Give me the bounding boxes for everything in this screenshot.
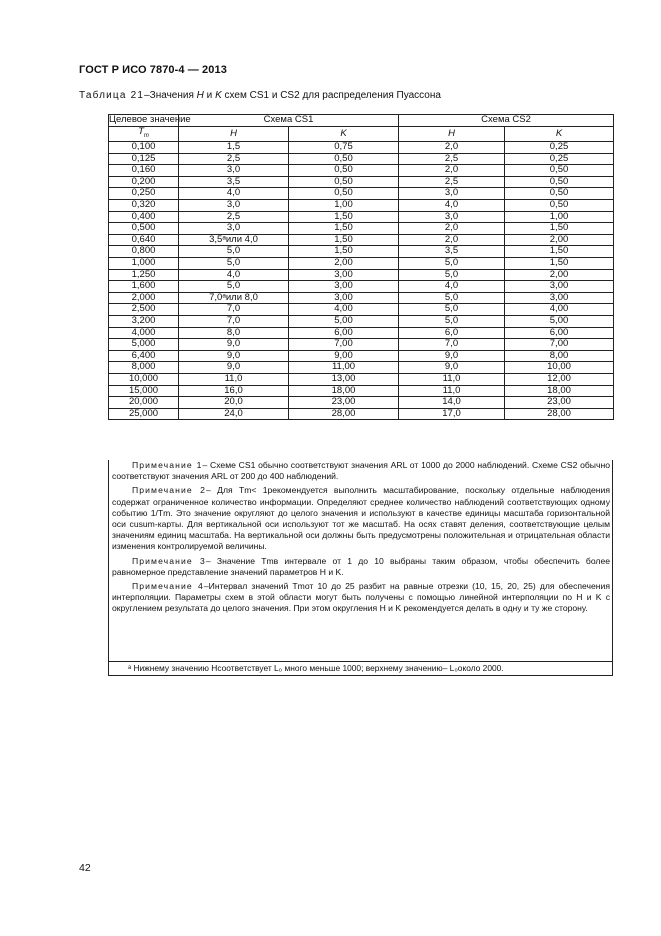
cell-cs2-k: 2,00 <box>505 234 614 246</box>
cell-cs2-h: 5,0 <box>399 292 505 304</box>
cell-cs2-k: 1,50 <box>505 258 614 270</box>
note-2-label: Примечание 2 <box>132 485 207 496</box>
cell-cs1-h: 5,0 <box>179 281 289 293</box>
note-3-label: Примечание 3 <box>132 555 206 566</box>
table-row <box>109 165 614 177</box>
header-tm-t: T <box>138 125 144 137</box>
cell-cs1-k: 0,50 <box>289 153 399 165</box>
cell-target: 25,000 <box>109 408 179 420</box>
cell-cs1-h: 16,0 <box>179 385 289 397</box>
cell-cs2-h: 11,0 <box>399 385 505 397</box>
caption-h: H <box>196 90 204 101</box>
table-row <box>109 385 614 397</box>
caption-prefix: Таблица 21 <box>79 90 145 101</box>
cell-cs1-h: 7,0 <box>179 304 289 316</box>
note-4-text: –Интервал значений Tmот 10 до 25 разбит на равные отрезки (10, 15, 20, 25) для обеспечения интерполяции. Параметры схем в этой области могут быть получены с помощью линейной интерполяции по H и K с округлением результата до целого значения. При этом округления H и K рекомендуется делать в одну и ту же сторону. <box>112 581 610 614</box>
cell-cs2-k: 0,50 <box>505 165 614 177</box>
cell-target: 1,250 <box>109 269 179 281</box>
cell-cs1-h: 8,0 <box>179 327 289 339</box>
header-target-value: Целевое значение <box>109 114 191 125</box>
cell-cs1-k: 3,00 <box>289 292 399 304</box>
table-row <box>109 408 614 420</box>
table-row <box>109 327 614 339</box>
cell-cs1-k: 6,00 <box>289 327 399 339</box>
cell-target: 0,800 <box>109 246 179 258</box>
table-row <box>109 315 614 327</box>
cell-cs1-k: 0,50 <box>289 176 399 188</box>
cell-cs1-k: 5,00 <box>289 315 399 327</box>
cell-cs2-h: 14,0 <box>399 397 505 409</box>
table-body <box>109 142 614 420</box>
cell-cs1-h: 1,5 <box>179 142 289 154</box>
header-tm-sub: m <box>143 132 149 139</box>
cell-cs1-h: 9,0 <box>179 339 289 351</box>
cell-cs2-k: 1,00 <box>505 211 614 223</box>
cell-cs1-h: 2,5 <box>179 153 289 165</box>
cell-cs2-k: 23,00 <box>505 397 614 409</box>
cell-cs1-h: 9,0 <box>179 350 289 362</box>
table-row <box>109 269 614 281</box>
table-row <box>109 234 614 246</box>
cell-cs2-h: 5,0 <box>399 269 505 281</box>
values-table <box>108 114 614 420</box>
note-2 <box>109 485 612 552</box>
table-row <box>109 176 614 188</box>
cell-cs1-h: 5,0 <box>179 258 289 270</box>
cell-cs2-h: 4,0 <box>399 281 505 293</box>
cell-target: 0,250 <box>109 188 179 200</box>
table-row <box>109 246 614 258</box>
cell-cs2-h: 7,0 <box>399 339 505 351</box>
cell-cs1-h: 3,0 <box>179 200 289 212</box>
cell-cs1-k: 11,00 <box>289 362 399 374</box>
cell-cs2-k: 28,00 <box>505 408 614 420</box>
cell-target: 0,500 <box>109 223 179 235</box>
cell-cs2-k: 12,00 <box>505 373 614 385</box>
cell-cs2-k: 0,50 <box>505 188 614 200</box>
cell-target: 0,640 <box>109 234 179 246</box>
header-scheme-cs1: Схема CS1 <box>179 115 399 127</box>
cell-cs2-h: 5,0 <box>399 315 505 327</box>
note-3 <box>109 556 612 578</box>
cell-cs2-h: 2,0 <box>399 223 505 235</box>
header-scheme-cs2: Схема CS2 <box>399 115 614 127</box>
note-1-text: – Схеме CS1 обычно соответствуют значения ARL от 1000 до 2000 наблюдений. Схеме CS2 обычно соответствуют значения ARL от 200 до 400 наблюдений. <box>112 460 610 482</box>
cell-cs2-h: 3,5 <box>399 246 505 258</box>
cell-cs2-k: 5,00 <box>505 315 614 327</box>
cell-cs1-k: 0,75 <box>289 142 399 154</box>
cell-cs1-h: 20,0 <box>179 397 289 409</box>
cell-cs1-h: 9,0 <box>179 362 289 374</box>
cell-target: 0,100 <box>109 142 179 154</box>
cell-cs2-k: 8,00 <box>505 350 614 362</box>
table-row <box>109 223 614 235</box>
table-row <box>109 211 614 223</box>
cell-target: 15,000 <box>109 385 179 397</box>
cell-cs1-h: 5,0 <box>179 246 289 258</box>
table-caption <box>79 90 441 101</box>
cell-target: 1,000 <box>109 258 179 270</box>
table-row <box>109 304 614 316</box>
table-footnote: ᵃ Нижнему значению Hсоответствует L₀ много меньше 1000; верхнему значению– L₀около 2000. <box>109 661 612 675</box>
header-cs2-k: K <box>505 126 614 141</box>
table-row <box>109 153 614 165</box>
cell-cs2-h: 2,0 <box>399 165 505 177</box>
cell-cs1-k: 0,50 <box>289 188 399 200</box>
header-cs1-k: K <box>289 126 399 141</box>
note-4-label: Примечание 4 <box>132 581 204 592</box>
caption-and: и <box>203 90 216 101</box>
cell-cs1-k: 1,50 <box>289 246 399 258</box>
cell-cs2-h: 3,0 <box>399 211 505 223</box>
table-row <box>109 188 614 200</box>
cell-cs1-k: 13,00 <box>289 373 399 385</box>
cell-target: 10,000 <box>109 373 179 385</box>
cell-cs1-k: 1,50 <box>289 211 399 223</box>
cell-cs1-k: 23,00 <box>289 397 399 409</box>
cell-cs1-k: 2,00 <box>289 258 399 270</box>
cell-cs1-k: 1,00 <box>289 200 399 212</box>
cell-cs2-k: 3,00 <box>505 281 614 293</box>
cell-cs2-k: 10,00 <box>505 362 614 374</box>
cell-cs2-h: 2,5 <box>399 176 505 188</box>
table-row <box>109 142 614 154</box>
cell-cs2-k: 0,50 <box>505 200 614 212</box>
cell-cs1-k: 4,00 <box>289 304 399 316</box>
header-cs2-h: H <box>399 126 505 141</box>
cell-target: 0,200 <box>109 176 179 188</box>
cell-target: 2,500 <box>109 304 179 316</box>
table-row <box>109 350 614 362</box>
cell-cs1-h: 4,0 <box>179 269 289 281</box>
header-tm <box>109 126 179 141</box>
cell-cs1-k: 3,00 <box>289 281 399 293</box>
note-2-text: – Для Tm< 1рекомендуется выполнить масштабирование, поскольку отдельные наблюдения содержат ограниченное количество информации. Определяют среднее количество наблюдений соответствующих одному событию 1/Tm. Это значение округляют до целого значения и используют в качестве единицы масштаба горизонтальной оси cusum-карты. Для вертикальной оси используют тот же масштаб. На осях ставят деления, соответствующие целым значениям единиц масштаба. На вертикальной оси должны быть предусмотрены положительная и отрицательная области изменения контролируемой величины. <box>112 485 610 552</box>
table-row <box>109 292 614 304</box>
caption-k: K <box>215 90 222 101</box>
cell-cs1-h: 3,5 <box>179 176 289 188</box>
cell-target: 4,000 <box>109 327 179 339</box>
cell-cs2-h: 6,0 <box>399 327 505 339</box>
table-row <box>109 281 614 293</box>
cell-cs2-k: 6,00 <box>505 327 614 339</box>
cell-cs1-k: 9,00 <box>289 350 399 362</box>
cell-cs2-k: 2,00 <box>505 269 614 281</box>
cell-cs1-h: 24,0 <box>179 408 289 420</box>
cell-cs2-h: 5,0 <box>399 258 505 270</box>
cell-target: 5,000 <box>109 339 179 351</box>
cell-cs2-h: 5,0 <box>399 304 505 316</box>
cell-cs1-k: 0,50 <box>289 165 399 177</box>
cell-cs1-k: 7,00 <box>289 339 399 351</box>
cell-cs2-h: 17,0 <box>399 408 505 420</box>
table-row <box>109 373 614 385</box>
cell-target: 0,160 <box>109 165 179 177</box>
cell-cs1-k: 1,50 <box>289 234 399 246</box>
cell-cs2-k: 0,25 <box>505 153 614 165</box>
note-1-label: Примечание 1 <box>132 460 203 470</box>
table-row <box>109 258 614 270</box>
cell-cs2-h: 9,0 <box>399 362 505 374</box>
cell-cs2-h: 11,0 <box>399 373 505 385</box>
cell-target: 20,000 <box>109 397 179 409</box>
caption-text-1: –Значения <box>144 90 197 101</box>
cell-target: 0,125 <box>109 153 179 165</box>
cell-cs2-h: 3,0 <box>399 188 505 200</box>
cell-cs1-h: 4,0 <box>179 188 289 200</box>
cell-cs1-k: 3,00 <box>289 269 399 281</box>
cell-cs2-k: 18,00 <box>505 385 614 397</box>
table-row <box>109 200 614 212</box>
cell-cs2-k: 1,50 <box>505 246 614 258</box>
document-header: ГОСТ Р ИСО 7870-4 — 2013 <box>79 64 227 76</box>
cell-cs2-k: 0,50 <box>505 176 614 188</box>
page-number: 42 <box>79 862 91 874</box>
cell-cs2-k: 1,50 <box>505 223 614 235</box>
cell-target: 3,200 <box>109 315 179 327</box>
cell-target: 0,320 <box>109 200 179 212</box>
table-row <box>109 397 614 409</box>
cell-cs2-h: 9,0 <box>399 350 505 362</box>
cell-cs1-h: 3,0 <box>179 223 289 235</box>
cell-cs2-k: 4,00 <box>505 304 614 316</box>
cell-cs1-h: 3,0 <box>179 165 289 177</box>
header-cs1-h: H <box>179 126 289 141</box>
cell-cs2-k: 3,00 <box>505 292 614 304</box>
cell-cs1-h: 11,0 <box>179 373 289 385</box>
note-4 <box>109 581 612 615</box>
note-3-text: – Значение Tmв интервале от 1 до 10 выбраны таким образом, чтобы обеспечить более равномерное представление значений параметров H и K. <box>112 555 611 577</box>
note-1 <box>109 460 612 482</box>
cell-cs1-h: 7,0ᵃили 8,0 <box>179 292 289 304</box>
cell-cs1-k: 28,00 <box>289 408 399 420</box>
cell-cs2-h: 2,0 <box>399 142 505 154</box>
table-row <box>109 339 614 351</box>
cell-cs1-h: 2,5 <box>179 211 289 223</box>
cell-target: 0,400 <box>109 211 179 223</box>
cell-target: 6,400 <box>109 350 179 362</box>
cell-target: 2,000 <box>109 292 179 304</box>
cell-cs2-h: 4,0 <box>399 200 505 212</box>
cell-target: 1,600 <box>109 281 179 293</box>
cell-cs1-h: 3,5ᵃили 4,0 <box>179 234 289 246</box>
cell-cs2-k: 0,25 <box>505 142 614 154</box>
cell-cs1-k: 1,50 <box>289 223 399 235</box>
cell-cs1-k: 18,00 <box>289 385 399 397</box>
cell-cs2-h: 2,5 <box>399 153 505 165</box>
cell-target: 8,000 <box>109 362 179 374</box>
notes-section <box>108 460 613 676</box>
table-row <box>109 362 614 374</box>
cell-cs1-h: 7,0 <box>179 315 289 327</box>
caption-text-2: схем CS1 и CS2 для распределения Пуассона <box>221 90 441 101</box>
cell-cs2-h: 2,0 <box>399 234 505 246</box>
cell-cs2-k: 7,00 <box>505 339 614 351</box>
